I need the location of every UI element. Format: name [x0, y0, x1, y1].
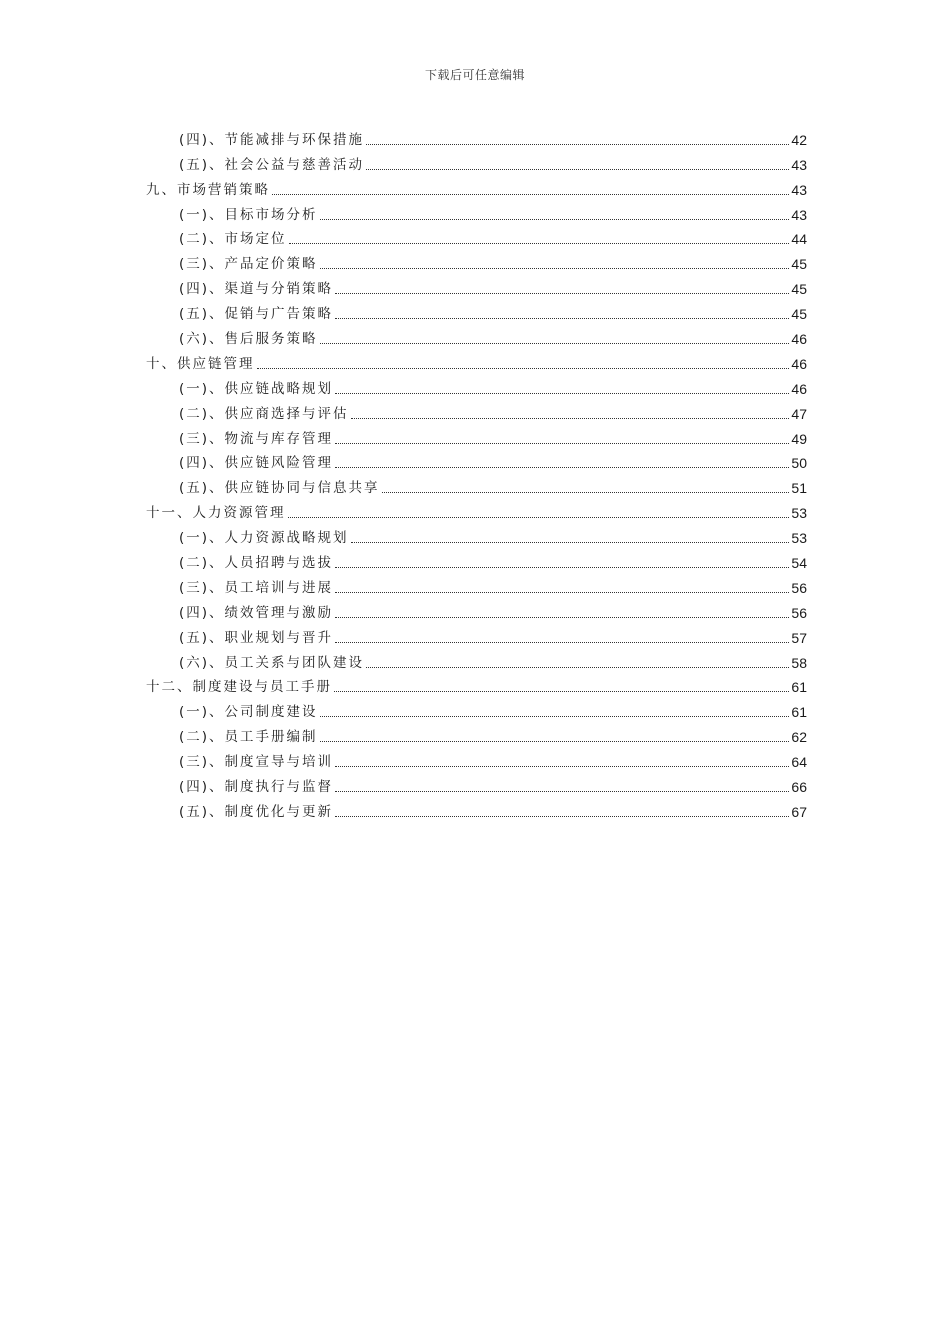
toc-dot-leader: [335, 318, 789, 319]
toc-dot-leader: [351, 418, 790, 419]
toc-page-number: 49: [791, 430, 807, 447]
toc-page-number: 45: [791, 281, 807, 298]
toc-page-number: 57: [791, 629, 807, 646]
toc-section-entry[interactable]: [146, 373, 807, 398]
toc-entry-title: (五)、社会公益与慈善活动: [179, 156, 365, 173]
toc-entry-title: (五)、制度优化与更新: [179, 803, 334, 820]
toc-entry-title: (六)、员工关系与团队建设: [179, 654, 365, 671]
toc-dot-leader: [335, 592, 789, 593]
toc-section-entry[interactable]: [146, 522, 807, 547]
table-of-contents: [146, 124, 807, 821]
toc-dot-leader: [320, 219, 790, 220]
toc-dot-leader: [335, 393, 789, 394]
toc-dot-leader: [335, 791, 789, 792]
toc-page-number: 58: [791, 654, 807, 671]
toc-section-entry[interactable]: [146, 448, 807, 473]
toc-entry-title: (一)、目标市场分析: [179, 206, 318, 223]
toc-entry-title: (四)、制度执行与监督: [179, 779, 334, 796]
toc-section-entry[interactable]: [146, 647, 807, 672]
toc-page-number: 46: [791, 355, 807, 372]
toc-dot-leader: [366, 144, 789, 145]
toc-dot-leader: [366, 667, 789, 668]
toc-page-number: 53: [791, 505, 807, 522]
toc-dot-leader: [335, 642, 789, 643]
toc-chapter-entry[interactable]: [146, 174, 807, 199]
toc-entry-title: (三)、产品定价策略: [179, 256, 318, 273]
toc-dot-leader: [288, 517, 790, 518]
toc-chapter-entry[interactable]: [146, 672, 807, 697]
toc-section-entry[interactable]: [146, 273, 807, 298]
toc-dot-leader: [335, 293, 789, 294]
toc-entry-title: (三)、物流与库存管理: [179, 430, 334, 447]
toc-section-entry[interactable]: [146, 746, 807, 771]
toc-entry-title: (一)、公司制度建设: [179, 704, 318, 721]
toc-section-entry[interactable]: [146, 771, 807, 796]
toc-entry-title: (四)、绩效管理与激励: [179, 604, 334, 621]
toc-entry-title: 十一、人力资源管理: [146, 505, 286, 522]
toc-dot-leader: [320, 741, 790, 742]
toc-section-entry[interactable]: [146, 149, 807, 174]
toc-dot-leader: [382, 492, 790, 493]
toc-section-entry[interactable]: [146, 323, 807, 348]
toc-page-number: 64: [791, 754, 807, 771]
toc-entry-title: (二)、人员招聘与选拔: [179, 555, 334, 572]
toc-section-entry[interactable]: [146, 423, 807, 448]
toc-page-number: 50: [791, 455, 807, 472]
toc-page-number: 53: [791, 530, 807, 547]
toc-entry-title: 十二、制度建设与员工手册: [146, 679, 332, 696]
toc-dot-leader: [272, 194, 789, 195]
toc-page-number: 45: [791, 256, 807, 273]
toc-dot-leader: [335, 617, 789, 618]
toc-section-entry[interactable]: [146, 248, 807, 273]
toc-section-entry[interactable]: [146, 572, 807, 597]
toc-page-number: 47: [791, 405, 807, 422]
toc-section-entry[interactable]: [146, 298, 807, 323]
toc-dot-leader: [366, 169, 789, 170]
toc-page-number: 43: [791, 206, 807, 223]
toc-page-number: 43: [791, 156, 807, 173]
toc-entry-title: 十、供应链管理: [146, 355, 255, 372]
toc-dot-leader: [320, 268, 790, 269]
toc-entry-title: (二)、市场定位: [179, 231, 287, 248]
toc-section-entry[interactable]: [146, 398, 807, 423]
toc-section-entry[interactable]: [146, 199, 807, 224]
toc-entry-title: (五)、供应链协同与信息共享: [179, 480, 380, 497]
toc-dot-leader: [335, 443, 789, 444]
toc-dot-leader: [335, 816, 789, 817]
toc-page-number: 46: [791, 380, 807, 397]
toc-page-number: 51: [791, 480, 807, 497]
toc-page-number: 56: [791, 604, 807, 621]
toc-entry-title: (一)、人力资源战略规划: [179, 530, 349, 547]
toc-page-number: 45: [791, 306, 807, 323]
toc-section-entry[interactable]: [146, 472, 807, 497]
toc-chapter-entry[interactable]: [146, 497, 807, 522]
toc-page-number: 44: [791, 231, 807, 248]
toc-entry-title: (四)、供应链风险管理: [179, 455, 334, 472]
toc-page-number: 54: [791, 555, 807, 572]
toc-page-number: 43: [791, 181, 807, 198]
toc-chapter-entry[interactable]: [146, 348, 807, 373]
toc-page-number: 62: [791, 729, 807, 746]
toc-page-number: 61: [791, 679, 807, 696]
toc-section-entry[interactable]: [146, 622, 807, 647]
toc-entry-title: (五)、职业规划与晋升: [179, 629, 334, 646]
toc-section-entry[interactable]: [146, 597, 807, 622]
toc-section-entry[interactable]: [146, 721, 807, 746]
toc-entry-title: (四)、渠道与分销策略: [179, 281, 334, 298]
toc-dot-leader: [257, 368, 790, 369]
toc-entry-title: (四)、节能减排与环保措施: [179, 131, 365, 148]
toc-entry-title: (一)、供应链战略规划: [179, 380, 334, 397]
toc-page-number: 56: [791, 579, 807, 596]
toc-dot-leader: [351, 542, 790, 543]
toc-page-number: 46: [791, 331, 807, 348]
toc-entry-title: (二)、员工手册编制: [179, 729, 318, 746]
toc-entry-title: (三)、制度宣导与培训: [179, 754, 334, 771]
toc-section-entry[interactable]: [146, 547, 807, 572]
toc-page-number: 66: [791, 779, 807, 796]
toc-entry-title: (二)、供应商选择与评估: [179, 405, 349, 422]
header-note: 下载后可任意编辑: [424, 68, 525, 82]
toc-entry-title: 九、市场营销策略: [146, 181, 270, 198]
toc-section-entry[interactable]: [146, 696, 807, 721]
toc-dot-leader: [335, 567, 789, 568]
toc-entry-title: (六)、售后服务策略: [179, 331, 318, 348]
toc-entry-title: (五)、促销与广告策略: [179, 306, 334, 323]
toc-dot-leader: [335, 467, 789, 468]
toc-dot-leader: [335, 766, 789, 767]
toc-page-number: 42: [791, 131, 807, 148]
toc-dot-leader: [334, 691, 789, 692]
toc-page-number: 61: [791, 704, 807, 721]
toc-dot-leader: [289, 243, 790, 244]
toc-dot-leader: [320, 343, 790, 344]
toc-section-entry[interactable]: [146, 124, 807, 149]
toc-dot-leader: [320, 716, 790, 717]
toc-section-entry[interactable]: [146, 796, 807, 821]
toc-section-entry[interactable]: [146, 224, 807, 249]
toc-entry-title: (三)、员工培训与进展: [179, 579, 334, 596]
toc-page-number: 67: [791, 803, 807, 820]
